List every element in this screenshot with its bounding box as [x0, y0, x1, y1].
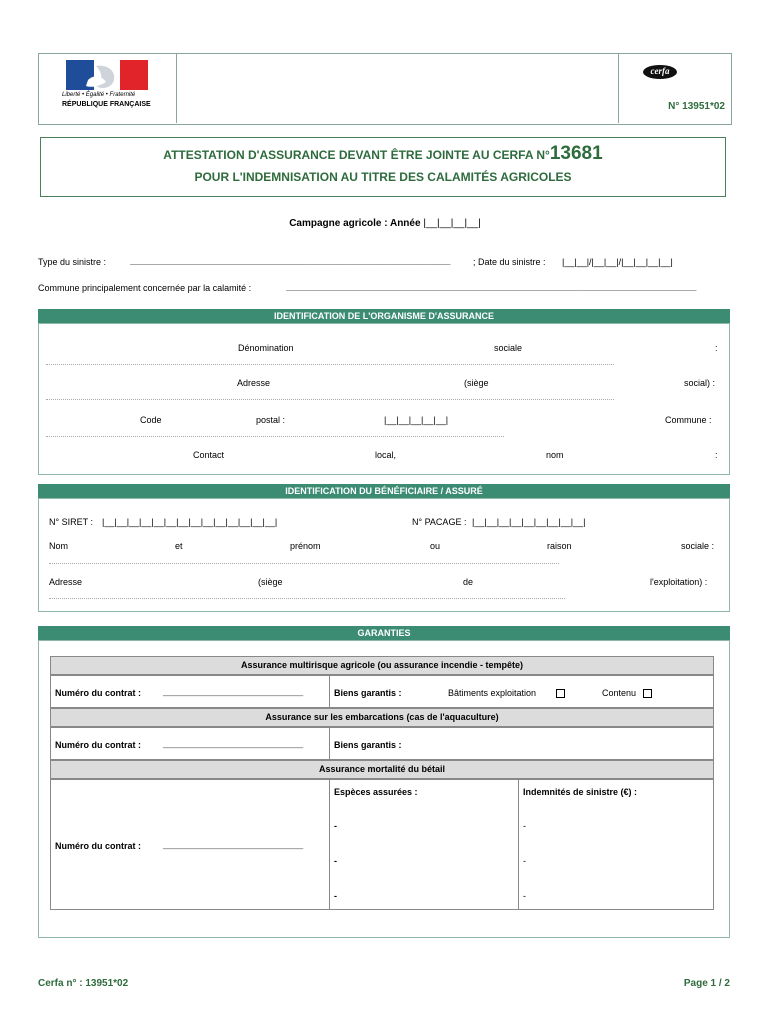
indemnites-label: Indemnités de sinistre (€) :: [523, 787, 638, 797]
mortalite-header: Assurance mortalité du bétail: [50, 760, 714, 779]
commune-org-field[interactable]: [46, 435, 504, 437]
biens-label: Biens garantis :: [334, 740, 402, 750]
nom-label: sociale :: [681, 541, 715, 551]
embarcations-biens-cell: [329, 727, 714, 760]
adresse-exploitation-label: de: [463, 577, 474, 587]
siret-field[interactable]: |__|__|__|__|__|__|__|__|__|__|__|__|__|__|: [102, 517, 278, 527]
code-postal-field[interactable]: |__|__|__|__|__|: [384, 415, 449, 425]
adresse-label: social) :: [684, 378, 716, 388]
code-postal-label: postal :: [256, 415, 286, 425]
nom-label: Nom: [49, 541, 69, 551]
multirisque-header: Assurance multirisque agricole (ou assurance incendie - tempête): [50, 656, 714, 675]
adresse-exploitation-field[interactable]: [49, 597, 565, 599]
campagne-row: [0, 218, 770, 229]
siret-label: N° SIRET :: [49, 517, 93, 527]
header-divider: [618, 53, 619, 123]
especes-label: Espèces assurées :: [334, 787, 418, 797]
adresse-exploitation-label: l'exploitation) :: [650, 577, 708, 587]
adresse-label: Adresse: [237, 378, 271, 388]
logo-motto: Liberté • Égalité • Fraternité: [62, 92, 136, 98]
section-beneficiaire-header: IDENTIFICATION DU BÉNÉFICIAIRE / ASSURÉ: [38, 484, 730, 498]
logo-republique: RÉPUBLIQUE FRANÇAISE: [62, 101, 151, 108]
denomination-field[interactable]: [46, 363, 614, 365]
document-title: [40, 143, 726, 165]
section-garanties-header: GARANTIES: [38, 626, 730, 640]
adresse-field[interactable]: [46, 398, 614, 400]
multirisque-contrat-cell: [50, 675, 330, 708]
multirisque-biens-cell: [329, 675, 714, 708]
indemnites-cell: [518, 779, 714, 910]
denomination-label: :: [715, 343, 718, 353]
indemnites-dash[interactable]: -: [523, 891, 526, 901]
footer-page-number: Page 1 / 2: [683, 978, 730, 989]
nom-label: raison: [547, 541, 572, 551]
especes-dash[interactable]: -: [334, 856, 337, 866]
contrat-field[interactable]: ____________________________: [163, 738, 304, 748]
contrat-label: Numéro du contrat :: [55, 841, 142, 851]
adresse-exploitation-label: Adresse: [49, 577, 83, 587]
contenu-label: Contenu: [602, 688, 637, 698]
commune-label: Commune principalement concernée par la calamité :: [38, 283, 252, 293]
contrat-label: Numéro du contrat :: [55, 740, 142, 750]
nom-label: prénom: [290, 541, 321, 551]
date-sinistre-label: ; Date du sinistre :: [473, 257, 546, 267]
indemnites-dash[interactable]: -: [523, 856, 526, 866]
header-divider: [176, 53, 177, 123]
especes-dash[interactable]: -: [334, 891, 337, 901]
type-sinistre-label: Type du sinistre :: [38, 257, 107, 267]
especes-cell: [329, 779, 519, 910]
contact-label: nom: [546, 450, 564, 460]
title-line1: ATTESTATION D'ASSURANCE DEVANT ÊTRE JOINTE AU CERFA N°: [163, 148, 550, 162]
mortalite-contrat-cell: [50, 779, 330, 910]
campagne-field[interactable]: |__|__|__|__|: [423, 218, 481, 229]
especes-dash[interactable]: -: [334, 821, 337, 831]
adresse-exploitation-label: (siège: [258, 577, 283, 587]
denomination-label: sociale: [494, 343, 523, 353]
embarcations-contrat-cell: [50, 727, 330, 760]
nom-label: et: [175, 541, 183, 551]
contrat-label: Numéro du contrat :: [55, 688, 142, 698]
contact-label: local,: [375, 450, 397, 460]
section-beneficiaire-box: [38, 498, 730, 612]
document-subtitle: POUR L'INDEMNISATION AU TITRE DES CALAMITÉS AGRICOLES: [194, 170, 572, 184]
nom-label: ou: [430, 541, 441, 551]
campagne-label: Campagne agricole : Année: [289, 218, 421, 229]
pacage-field[interactable]: |__|__|__|__|__|__|__|__|__|: [472, 517, 586, 527]
commune-org-label: Commune :: [665, 415, 712, 425]
indemnites-dash[interactable]: -: [523, 821, 526, 831]
denomination-label: Dénomination: [238, 343, 294, 353]
garanties-table: [50, 656, 714, 910]
nom-field[interactable]: [49, 562, 559, 564]
contrat-field[interactable]: ____________________________: [163, 686, 304, 696]
contrat-field[interactable]: ____________________________: [163, 839, 304, 849]
contenu-checkbox[interactable]: [643, 689, 652, 698]
section-organisme-header: IDENTIFICATION DE L'ORGANISME D'ASSURANCE: [38, 309, 730, 323]
embarcations-header: Assurance sur les embarcations (cas de l'aquaculture): [50, 708, 714, 727]
footer-cerfa-number: Cerfa n° : 13951*02: [38, 978, 129, 989]
biens-label: Biens garantis :: [334, 688, 402, 698]
date-sinistre-field[interactable]: |__|__|/|__|__|/|__|__|__|__|: [562, 257, 673, 267]
commune-field[interactable]: __________________________________________________________________________________: [286, 281, 697, 291]
contact-label: :: [715, 450, 718, 460]
pacage-label: N° PACAGE :: [412, 517, 467, 527]
code-postal-label: Code: [140, 415, 162, 425]
adresse-label: (siège: [464, 378, 489, 388]
batiments-label: Bâtiments exploitation: [448, 688, 537, 698]
type-sinistre-field[interactable]: ________________________________________________________________: [130, 255, 451, 265]
cerfa-logo-text: cerfa: [650, 66, 670, 76]
cerfa-number: N° 13951*02: [668, 101, 725, 112]
contact-label: Contact: [193, 450, 225, 460]
title-cerfa-number: 13681: [549, 143, 603, 164]
batiments-checkbox[interactable]: [556, 689, 565, 698]
